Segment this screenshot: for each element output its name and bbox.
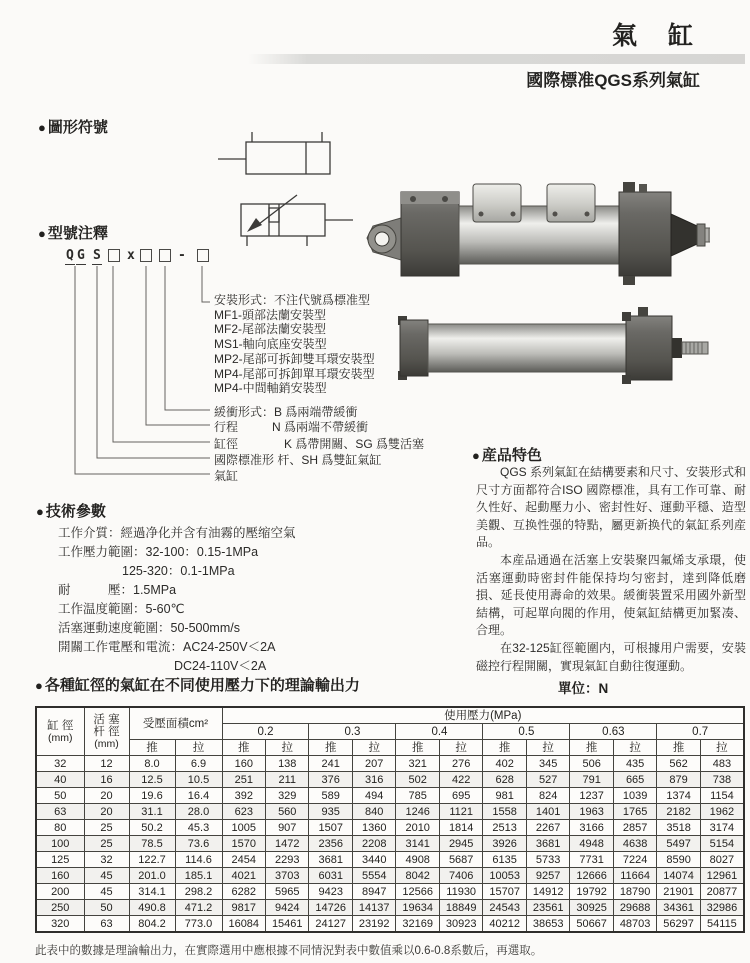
table-cell: 804.2	[129, 916, 175, 933]
table-cell: 935	[309, 804, 352, 820]
connector-label-row	[214, 451, 482, 468]
table-cell: 506	[570, 756, 613, 772]
table-cell: 8.0	[129, 756, 175, 772]
table-cell: 329	[266, 788, 309, 804]
table-row	[36, 852, 744, 868]
table-cell: 1246	[396, 804, 439, 820]
push-header: 推	[129, 740, 175, 756]
table-cell: 16084	[222, 916, 265, 933]
table-cell: 1039	[613, 788, 656, 804]
table-cell: 207	[352, 756, 395, 772]
table-cell: 29688	[613, 900, 656, 916]
table-cell: 10053	[483, 868, 526, 884]
graphic-symbols-heading	[38, 116, 108, 137]
pressure-header: 0.7	[657, 724, 744, 740]
table-cell: 11664	[613, 868, 656, 884]
tech-line: 活塞運動速度範圍：50-500mm/s	[58, 621, 240, 635]
mount-option: MP4-中間軸銷安裝型	[214, 381, 327, 396]
table-cell: 30925	[570, 900, 613, 916]
table-cell: 4948	[570, 836, 613, 852]
table-cell: 665	[613, 772, 656, 788]
table-cell: 7731	[570, 852, 613, 868]
table-cell: 2182	[657, 804, 700, 820]
model-code-char: Q	[66, 248, 74, 263]
title-divider-band	[248, 54, 745, 64]
table-cell: 24127	[309, 916, 352, 933]
table-cell: 1962	[700, 804, 744, 820]
table-cell: 6135	[483, 852, 526, 868]
table-cell: 2267	[526, 820, 569, 836]
table-cell: 2293	[266, 852, 309, 868]
table-cell: 562	[657, 756, 700, 772]
connector-label: 缸徑	[214, 437, 239, 451]
table-cell: 773.0	[175, 916, 222, 933]
page-title: 氣 缸	[612, 22, 705, 50]
table-cell: 824	[526, 788, 569, 804]
table-cell: 402	[483, 756, 526, 772]
pressure-header: 0.63	[570, 724, 657, 740]
table-cell: 276	[439, 756, 482, 772]
table-cell: 422	[439, 772, 482, 788]
table-cell: 50	[84, 900, 129, 916]
table-row	[36, 788, 744, 804]
table-cell: 7406	[439, 868, 482, 884]
connector-label: 緩衝形式：B 爲兩端帶緩衝	[214, 405, 358, 419]
rod-label-2: 杆 徑	[93, 725, 120, 738]
table-cell: 14726	[309, 900, 352, 916]
connector-note: N 爲兩端不帶緩衝	[272, 420, 369, 434]
table-cell: 3703	[266, 868, 309, 884]
table-cell: 45.3	[175, 820, 222, 836]
table-cell: 3681	[526, 836, 569, 852]
table-cell: 2208	[352, 836, 395, 852]
connector-note: K 爲帶開關、SG 爲雙活塞	[284, 437, 425, 451]
heading-text: 技術參數	[45, 503, 106, 520]
table-cell: 321	[396, 756, 439, 772]
table-cell: 20877	[700, 884, 744, 900]
table-cell: 7224	[613, 852, 656, 868]
table-cell: 435	[613, 756, 656, 772]
mount-options	[214, 293, 375, 396]
table-cell: 12.5	[129, 772, 175, 788]
table-cell: 1472	[266, 836, 309, 852]
table-cell: 376	[309, 772, 352, 788]
table-cell: 738	[700, 772, 744, 788]
table-cell: 1765	[613, 804, 656, 820]
table-cell: 40212	[483, 916, 526, 933]
bullet-icon: ●	[472, 448, 480, 463]
table-row	[36, 804, 744, 820]
table-cell: 3174	[700, 820, 744, 836]
heading-text: 各種缸徑的氣缸在不同使用壓力下的理論輸出力	[44, 677, 360, 694]
table-cell: 1374	[657, 788, 700, 804]
table-cell: 3166	[570, 820, 613, 836]
table-cell: 5497	[657, 836, 700, 852]
table-cell: 3440	[352, 852, 395, 868]
push-header: 推	[222, 740, 265, 756]
footnote: 此表中的數據是理論輸出力，在實際選用中應根據不同情況對表中數值乘以0.6-0.8系數后，再選取。	[35, 945, 543, 957]
connector-label-row	[214, 435, 482, 452]
table-cell: 122.7	[129, 852, 175, 868]
table-cell: 251	[222, 772, 265, 788]
model-code-char: G	[77, 248, 85, 263]
pull-header: 拉	[175, 740, 222, 756]
tech-line: DC24-110V＜2A	[174, 659, 267, 673]
table-cell: 24543	[483, 900, 526, 916]
table-cell: 8027	[700, 852, 744, 868]
table-cell: 80	[36, 820, 84, 836]
table-row	[36, 868, 744, 884]
tech-line: 工作介質：經過净化并含有油霧的壓缩空氣	[58, 526, 296, 540]
table-cell: 14137	[352, 900, 395, 916]
table-cell: 3926	[483, 836, 526, 852]
bullet-icon: ●	[36, 504, 44, 519]
bullet-icon: ●	[38, 120, 46, 135]
feature-paragraphs	[476, 464, 746, 675]
bore-label: 缸 徑	[47, 719, 74, 732]
table-cell: 2857	[613, 820, 656, 836]
tech-line: 耐 壓：1.5MPa	[58, 583, 177, 597]
table-cell: 31.1	[129, 804, 175, 820]
bullet-icon: ●	[38, 226, 46, 241]
connector-label: 氣缸	[214, 469, 239, 483]
table-cell: 2010	[396, 820, 439, 836]
table-row	[36, 916, 744, 933]
tech-line: 125-320：0.1-1MPa	[122, 564, 235, 578]
table-cell: 2945	[439, 836, 482, 852]
table-unit-label: 單位：N	[558, 681, 609, 696]
table-cell: 54115	[700, 916, 744, 933]
cylinder-symbol-adjustable-cushion	[233, 194, 353, 246]
table-cell: 211	[266, 772, 309, 788]
cylinder-symbol-single-rod	[218, 132, 338, 182]
table-cell: 471.2	[175, 900, 222, 916]
pressure-header: 0.3	[309, 724, 396, 740]
pressure-group-header: 使用壓力(MPa)	[222, 707, 744, 724]
table-cell: 502	[396, 772, 439, 788]
table-cell: 250	[36, 900, 84, 916]
tech-lines	[58, 524, 438, 676]
table-cell: 32986	[700, 900, 744, 916]
table-cell: 10.5	[175, 772, 222, 788]
mount-option: MP4-尾部可拆卸單耳環安裝型	[214, 366, 375, 381]
table-row	[36, 820, 744, 836]
table-cell: 100	[36, 836, 84, 852]
table-cell: 6282	[222, 884, 265, 900]
bore-unit: (mm)	[48, 731, 73, 744]
mount-option: MF1-頭部法蘭安裝型	[214, 307, 326, 322]
model-code-char: x	[127, 248, 135, 263]
table-cell: 12666	[570, 868, 613, 884]
table-cell: 32	[84, 852, 129, 868]
table-head	[36, 707, 744, 756]
table-cell: 56297	[657, 916, 700, 933]
table-cell: 50667	[570, 916, 613, 933]
push-header: 推	[396, 740, 439, 756]
pressure-header: 0.2	[222, 724, 309, 740]
table-cell: 4908	[396, 852, 439, 868]
table-cell: 5965	[266, 884, 309, 900]
table-cell: 40	[36, 772, 84, 788]
table-cell: 19.6	[129, 788, 175, 804]
bullet-icon: ●	[35, 678, 43, 693]
rod-unit: (mm)	[94, 737, 119, 750]
connector-label: 行程	[214, 420, 239, 434]
table-cell: 200	[36, 884, 84, 900]
model-code-char	[197, 249, 209, 262]
mount-option: MP2-尾部可拆卸雙耳環安裝型	[214, 351, 375, 366]
table-cell: 879	[657, 772, 700, 788]
table-cell: 483	[700, 756, 744, 772]
heading-text: 圖形符號	[47, 119, 108, 136]
table-cell: 15707	[483, 884, 526, 900]
table-cell: 9257	[526, 868, 569, 884]
table-cell: 63	[84, 916, 129, 933]
table-cell: 314.1	[129, 884, 175, 900]
table-row	[36, 884, 744, 900]
table-cell: 14074	[657, 868, 700, 884]
table-cell: 1005	[222, 820, 265, 836]
table-cell: 785	[396, 788, 439, 804]
table-cell: 50.2	[129, 820, 175, 836]
pushpull-row	[36, 740, 744, 756]
table-cell: 1507	[309, 820, 352, 836]
table-cell: 23192	[352, 916, 395, 933]
table-cell: 1121	[439, 804, 482, 820]
table-cell: 138	[266, 756, 309, 772]
table-cell: 9817	[222, 900, 265, 916]
arrow-head	[247, 218, 262, 232]
table-cell: 63	[36, 804, 84, 820]
table-cell: 185.1	[175, 868, 222, 884]
table-cell: 25	[84, 820, 129, 836]
table-cell: 981	[483, 788, 526, 804]
table-cell: 19634	[396, 900, 439, 916]
table-cell: 490.8	[129, 900, 175, 916]
table-cell: 320	[36, 916, 84, 933]
table-cell: 1963	[570, 804, 613, 820]
table-cell: 298.2	[175, 884, 222, 900]
table-cell: 18849	[439, 900, 482, 916]
model-code-char	[108, 249, 120, 262]
table-cell: 19792	[570, 884, 613, 900]
push-header: 推	[570, 740, 613, 756]
table-cell: 160	[222, 756, 265, 772]
table-cell: 48703	[613, 916, 656, 933]
table-cell: 560	[266, 804, 309, 820]
mount-option: MS1-軸向底座安裝型	[214, 337, 327, 352]
page-subtitle: 國際標准QGS系列氣缸	[526, 71, 700, 90]
pull-header: 拉	[526, 740, 569, 756]
table-cell: 1814	[439, 820, 482, 836]
table-cell: 201.0	[129, 868, 175, 884]
pull-header: 拉	[613, 740, 656, 756]
pressure-header: 0.4	[396, 724, 483, 740]
feature-paragraph: 本産品通過在活塞上安裝聚四氟烯支承環，使活塞運動時密封件能保持均匀密封，達到降低磨損、延長使用壽命的效果。緩衝裝置采用國外新型結構，可起單向閥的作用，使氣缸結構更加緊凑、合理。	[476, 552, 746, 638]
pull-header: 拉	[700, 740, 744, 756]
table-cell: 25	[84, 836, 129, 852]
heading-text: 産品特色	[481, 447, 542, 464]
table-cell: 241	[309, 756, 352, 772]
table-cell: 4638	[613, 836, 656, 852]
model-code-char: S	[93, 248, 101, 263]
table-row	[36, 772, 744, 788]
model-code-char: -	[178, 248, 186, 263]
model-code-char	[159, 249, 171, 262]
feature-paragraph: QGS 系列氣缸在結構要素和尺寸、安裝形式和尺寸方面都符合ISO 國際標准，具有工作可靠、耐久性好、起動壓力小、密封性好、運動平穩、造型美觀、互换性强的特點，屬更新换代的氣缸系列産品。	[476, 465, 747, 550]
mount-option: 安裝形式：不注代號爲標准型	[214, 293, 371, 307]
connector-label-row	[214, 418, 482, 435]
table-cell: 16.4	[175, 788, 222, 804]
table-cell: 32169	[396, 916, 439, 933]
table-body	[36, 756, 744, 933]
table-cell: 45	[84, 884, 129, 900]
table-cell: 1237	[570, 788, 613, 804]
table-cell: 160	[36, 868, 84, 884]
bore-header	[36, 707, 84, 756]
table-cell: 527	[526, 772, 569, 788]
push-header: 推	[309, 740, 352, 756]
table-cell: 15461	[266, 916, 309, 933]
table-row	[36, 836, 744, 852]
table-cell: 494	[352, 788, 395, 804]
connector-label: 國際標准形 杆、SH 爲雙缸氣缸	[214, 453, 382, 467]
table-cell: 392	[222, 788, 265, 804]
table-cell: 3681	[309, 852, 352, 868]
rod-header	[84, 707, 129, 756]
area-header: 受壓面積cm²	[129, 707, 222, 740]
table-cell: 114.6	[175, 852, 222, 868]
pressure-header: 0.5	[483, 724, 570, 740]
table-cell: 28.0	[175, 804, 222, 820]
table-cell: 1154	[700, 788, 744, 804]
table-cell: 1558	[483, 804, 526, 820]
table-cell: 1401	[526, 804, 569, 820]
table-cell: 623	[222, 804, 265, 820]
tech-params-heading	[36, 500, 106, 521]
table-cell: 8590	[657, 852, 700, 868]
push-header: 推	[483, 740, 526, 756]
table-cell: 23561	[526, 900, 569, 916]
table-cell: 12	[84, 756, 129, 772]
table-cell: 3141	[396, 836, 439, 852]
table-cell: 791	[570, 772, 613, 788]
connector-label-row	[214, 467, 482, 484]
table-cell: 5554	[352, 868, 395, 884]
table-row	[36, 756, 744, 772]
table-cell: 3518	[657, 820, 700, 836]
heading-text: 型號注釋	[47, 225, 108, 242]
table-cell: 2454	[222, 852, 265, 868]
table-cell: 11930	[439, 884, 482, 900]
pull-header: 拉	[352, 740, 395, 756]
table-row	[36, 900, 744, 916]
table-cell: 8042	[396, 868, 439, 884]
table-cell: 1360	[352, 820, 395, 836]
table-cell: 32	[36, 756, 84, 772]
table-cell: 38653	[526, 916, 569, 933]
table-cell: 8947	[352, 884, 395, 900]
table-cell: 316	[352, 772, 395, 788]
table-header-row-1	[36, 707, 744, 724]
table-cell: 907	[266, 820, 309, 836]
rod-label-1: 活 塞	[93, 713, 120, 726]
table-cell: 840	[352, 804, 395, 820]
pull-header: 拉	[439, 740, 482, 756]
table-cell: 2513	[483, 820, 526, 836]
table-cell: 628	[483, 772, 526, 788]
table-cell: 45	[84, 868, 129, 884]
tech-line: 工作壓力範圍：32-100：0.15-1MPa	[58, 545, 259, 559]
table-cell: 1570	[222, 836, 265, 852]
table-cell: 21901	[657, 884, 700, 900]
table-cell: 5733	[526, 852, 569, 868]
table-cell: 12961	[700, 868, 744, 884]
output-force-table	[35, 706, 745, 933]
table-cell: 5687	[439, 852, 482, 868]
mount-option: MF2-尾部法蘭安裝型	[214, 322, 326, 337]
table-cell: 30923	[439, 916, 482, 933]
table-cell: 9423	[309, 884, 352, 900]
model-notation-heading	[38, 222, 108, 243]
table-cell: 695	[439, 788, 482, 804]
table-cell: 20	[84, 804, 129, 820]
output-table-heading	[35, 674, 360, 695]
table-cell: 5154	[700, 836, 744, 852]
table-cell: 6031	[309, 868, 352, 884]
table-cell: 18790	[613, 884, 656, 900]
table-cell: 9424	[266, 900, 309, 916]
model-code-char	[140, 249, 152, 262]
pull-header: 拉	[266, 740, 309, 756]
tech-line: 開關工作電壓和電流：AC24-250V＜2A	[58, 640, 276, 654]
table-cell: 50	[36, 788, 84, 804]
table-cell: 16	[84, 772, 129, 788]
table-cell: 78.5	[129, 836, 175, 852]
table-cell: 6.9	[175, 756, 222, 772]
table-cell: 125	[36, 852, 84, 868]
table-cell: 73.6	[175, 836, 222, 852]
table-cell: 4021	[222, 868, 265, 884]
table-cell: 14912	[526, 884, 569, 900]
table-cell: 345	[526, 756, 569, 772]
model-code-diagram	[54, 246, 484, 491]
table-cell: 12566	[396, 884, 439, 900]
table-cell: 2356	[309, 836, 352, 852]
table-cell: 34361	[657, 900, 700, 916]
tech-line: 工作温度範圍：5-60℃	[58, 602, 185, 616]
push-header: 推	[657, 740, 700, 756]
table-cell: 20	[84, 788, 129, 804]
feature-paragraph: 在32-125缸徑範圍内，可根據用户需要，安裝磁控行程開關，實現氣缸自動往復運動。	[476, 640, 746, 673]
table-cell: 589	[309, 788, 352, 804]
